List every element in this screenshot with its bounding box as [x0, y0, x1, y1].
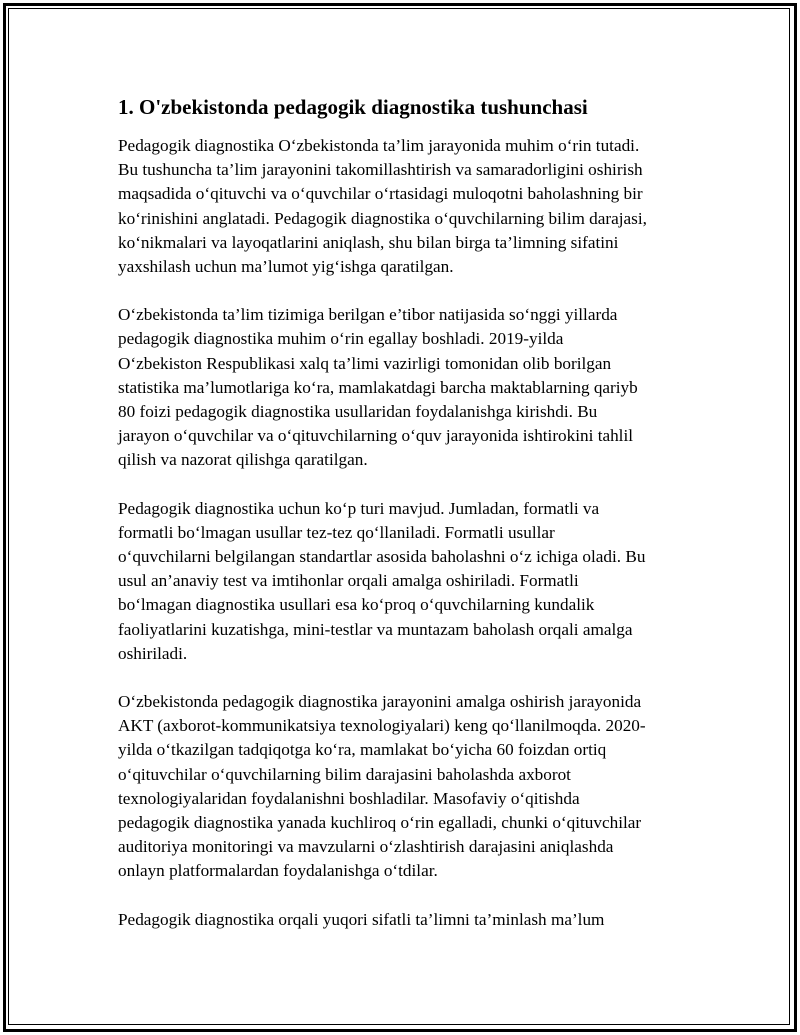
paragraph-line: faoliyatlarini kuzatishga, mini-testlar va muntazam baholash orqali amalga	[118, 619, 633, 639]
paragraph-line: yilda o‘tkazilgan tadqiqotga ko‘ra, mamlakat bo‘yicha 60 foizdan ortiq	[118, 740, 607, 760]
paragraph-line: Bu tushuncha ta’lim jarayonini takomillashtirish va samaradorligini oshirish	[118, 160, 643, 180]
paragraph-list	[118, 134, 708, 932]
paragraph-line: statistika ma’lumotlariga ko‘ra, mamlakatdagi barcha maktablarning qariyb	[118, 377, 638, 397]
paragraph-line: pedagogik diagnostika muhim o‘rin egallay boshladi. 2019-yilda	[118, 329, 564, 349]
paragraph-line: formatli bo‘lmagan usullar tez-tez qo‘llaniladi. Formatli usullar	[118, 522, 555, 542]
paragraph-line: onlayn platformalardan foydalanishga o‘tdilar.	[118, 861, 438, 881]
paragraph-line: O‘zbekistonda ta’lim tizimiga berilgan e’tibor natijasida so‘nggi yillarda	[118, 305, 618, 325]
paragraph-line: bo‘lmagan diagnostika usullari esa ko‘proq o‘quvchilarning kundalik	[118, 595, 595, 615]
paragraph-line: Pedagogik diagnostika O‘zbekistonda ta’lim jarayonida muhim o‘rin tutadi.	[118, 136, 640, 155]
paragraph-line: o‘quvchilarni belgilangan standartlar asosida baholashni o‘z ichiga oladi. Bu	[118, 547, 646, 567]
paragraph-line: Pedagogik diagnostika orqali yuqori sifatli ta’limni ta’minlash ma’lum	[118, 909, 605, 929]
paragraph-line: O‘zbekistonda pedagogik diagnostika jarayonini amalga oshirish jarayonida	[118, 692, 642, 712]
paragraph	[118, 690, 708, 884]
paragraph-line: usul an’anaviy test va imtihonlar orqali amalga oshiriladi. Formatli	[118, 571, 579, 591]
paragraph-line: pedagogik diagnostika yanada kuchliroq o‘rin egalladi, chunki o‘qituvchilar	[118, 813, 642, 833]
paragraph-line: jarayon o‘quvchilar va o‘qituvchilarning o‘quv jarayonida ishtirokini tahlil	[118, 426, 634, 446]
paragraph-line: ko‘rinishini anglatadi. Pedagogik diagnostika o‘quvchilarning bilim darajasi,	[118, 208, 647, 228]
paragraph	[118, 908, 708, 932]
document-body	[118, 94, 708, 956]
paragraph-line: auditoriya monitoringi va mavzularni o‘zlashtirish darajasini aniqlashda	[118, 837, 614, 857]
paragraph-line: maqsadida o‘qituvchi va o‘quvchilar o‘rtasidagi muloqotni baholashning bir	[118, 184, 643, 204]
paragraph-line: Pedagogik diagnostika uchun ko‘p turi mavjud. Jumladan, formatli va	[118, 498, 600, 518]
paragraph-line: oshiriladi.	[118, 643, 188, 663]
paragraph-line: AKT (axborot-kommunikatsiya texnologiyalari) keng qo‘llanilmoqda. 2020-	[118, 716, 646, 736]
section-heading: 1. O'zbekistonda pedagogik diagnostika tushunchasi	[118, 95, 588, 119]
paragraph	[118, 303, 708, 472]
paragraph-line: O‘zbekiston Respublikasi xalq ta’limi vazirligi tomonidan olib borilgan	[118, 353, 612, 373]
paragraph-line: o‘qituvchilar o‘quvchilarning bilim darajasini baholashda axborot	[118, 764, 571, 784]
paragraph-line: 80 foizi pedagogik diagnostika usullaridan foydalanishga kirishdi. Bu	[118, 402, 598, 422]
paragraph-line: yaxshilash uchun ma’lumot yig‘ishga qaratilgan.	[118, 257, 454, 277]
paragraph	[118, 497, 708, 666]
paragraph	[118, 134, 708, 279]
paragraph-line: ko‘nikmalari va layoqatlarini aniqlash, shu bilan birga ta’limning sifatini	[118, 232, 619, 252]
paragraph-line: texnologiyalaridan foydalanishni boshladilar. Masofaviy o‘qitishda	[118, 788, 580, 808]
paragraph-line: qilish va nazorat qilishga qaratilgan.	[118, 450, 368, 470]
